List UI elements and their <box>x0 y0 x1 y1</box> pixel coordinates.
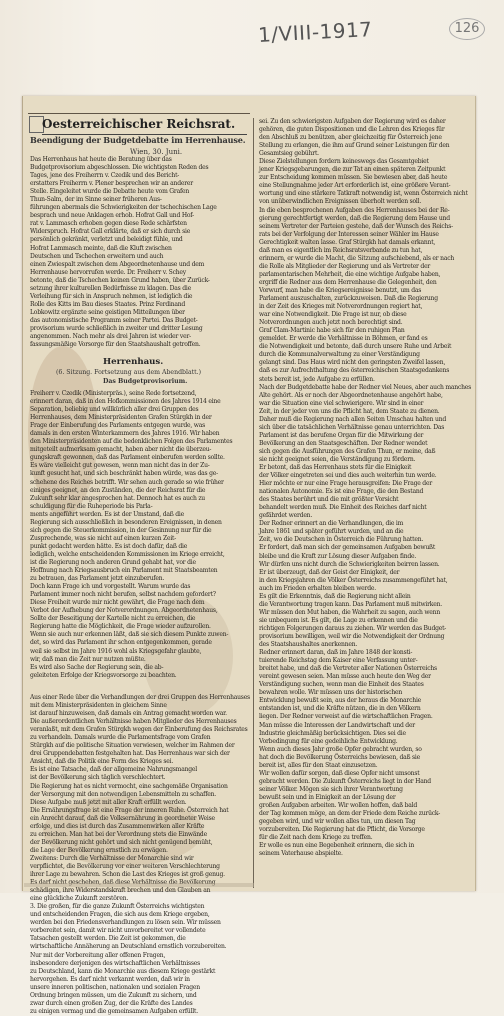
text-line: Nur mit der Vorbereitung aller offenen Fragen, <box>30 951 166 959</box>
text-line: Verbot der Aufhebung der Notverordnungen. Abgeordnetenhaus, <box>30 607 218 615</box>
text-line: geleiteten Erfolge der Kriegsvorsorge zu beachten. <box>30 671 177 679</box>
text-line: in der Zeit des Krieges mit Notverordnungen regiert hat, <box>259 303 423 311</box>
text-line: setzung ihrer kulturellen Bedürfnisse zu klagen. Das die <box>30 284 191 292</box>
text-line: Tages, jene des Freiherrn v. Czedik und des Bericht- <box>30 172 180 180</box>
text-line: seinem Vaterhause abspielte. <box>259 850 343 858</box>
text-line: Regierung hatte die Möglichkeit, die Frage wieder aufzurollen. <box>30 623 211 631</box>
text-line: jener Kriegsgebarungen, die zur Tat an einen späteren Zeitpunkt <box>259 166 446 174</box>
text-line: Hofrat Lammasch meinte, daß die Kluft zwischen <box>30 244 172 252</box>
text-line: zu Deutschland, kann die Monarchie aus diesem Kriege gestärkt <box>30 967 216 975</box>
column-divider <box>253 118 254 888</box>
text-line: ments angeführt werden. Es ist der Umstand, daß die <box>30 510 184 518</box>
text-line: Der Redner erinnert an die Verhandlungen, die im <box>259 520 404 528</box>
text-line: den Abschluß zu benützen, aber gleichzeitig für Österreich jene <box>259 134 442 142</box>
text-line: Zukunft sehr klar angesprochen hat. Dennoch hat es auch zu <box>30 494 205 502</box>
text-line: die Lage der Bevölkerung ernstlich zu erwägen. <box>30 846 168 854</box>
text-line: hervorgehen. Es darf nicht verkannt werden, daß wir in <box>30 975 190 983</box>
text-line: Parlament immer noch nicht berufen, selbst nachdem gefordert? <box>30 591 216 599</box>
text-line: Lobkowitz ergänzte seine geistigen Mitteilungen über <box>30 308 185 316</box>
text-line: zu einigen vermag und die gemeinsamen Aufgaben erfüllt. <box>30 1007 198 1015</box>
text-line: eine Stellungnahme jeder Art erforderlich ist, eine größere Verant- <box>259 182 451 190</box>
text-line: Daher muß die Regierung nach allen Seiten Umschau halten und <box>259 415 447 423</box>
text-line: drei Gruppendebatten festgehalten hat. Das Herrenhaus war sich der <box>30 750 230 758</box>
text-line: Verleihung für sich in Anspruch nehmen, ist lediglich die <box>30 292 193 300</box>
text-line: ist die Regierung noch anderen Grund gehabt hat, vor die <box>30 558 196 566</box>
text-line: Die Regierung hat es nicht vermocht, eine sachgemäße Organisation <box>30 782 228 790</box>
text-line: Deutschen und Tschechen erweitern und auch <box>30 252 164 260</box>
text-line: Herrenhauses, dem Ministerpräsidenten Grafen Stürgkh in der <box>30 414 212 422</box>
text-line: mit dem Ministerpräsidenten in gleichem Sinne <box>30 702 167 710</box>
text-line: Frage der Einberufung des Parlaments entgegen wurde, was <box>30 422 206 430</box>
text-line: Wir müssen den Mut haben, die Wahrheit zu sagen, auch wenn <box>259 608 441 616</box>
text-line: sich über die tatsächlichen Verhältnisse genau unterrichten. Das <box>259 423 445 431</box>
text-line: gierung gerechtfertigt werden, daß die Regierung dem Hause und <box>259 214 450 222</box>
text-line: nationalen Autonomie. Es ist eine Frage, die den Bestand <box>259 488 424 496</box>
page-number-circled: 126 <box>449 18 485 40</box>
text-line: fassungsmäßige Vorsorge für den Staatshaushalt getroffen. <box>30 341 201 349</box>
text-line: Es ist eine Tatsache, daß der allgemeine Nahrungsmangel <box>30 766 197 774</box>
text-line: Redner erinnert daran, daß im Jahre 1848 der konsti- <box>259 649 413 657</box>
text-line: Parlament auszuschalten, zurückzuweisen. Daß die Regierung <box>259 295 438 303</box>
left-main-block <box>30 390 249 680</box>
text-line: auch im Frieden erhalten bleiben werde. <box>259 584 376 592</box>
text-line: bewahren wolle. Wir müssen uns der historischen <box>259 689 403 697</box>
text-line: Diese Zielstellungen fordern keineswegs das Gesamtgebiet <box>259 158 429 166</box>
text-line: zu betrauen, das Parlament jetzt einzuberufen. <box>30 575 165 583</box>
text-line: Er ist überzeugt, daß der Geist der Einigkeit, der <box>259 568 400 576</box>
section-heading-herrenhaus: Herrenhaus. <box>103 357 164 367</box>
text-line: Nach der Budgetdebatte habe der Redner viel Neues, aber auch manches <box>259 383 472 391</box>
text-line: stets bereit ist, jede Aufgabe zu erfüllen. <box>259 375 375 383</box>
text-line: Zweitens: Durch die Verhältnisse der Monarchie sind wir <box>30 854 194 862</box>
text-line: wortung und eine stärkere Tatkraft notwendig ist, wenn Österreich nicht <box>259 190 468 198</box>
text-line: der Völker eingetreten sei und dies auch weiterhin tun werde. <box>259 472 437 480</box>
text-line: schuldigung für die Ruheperiode bis Parla- <box>30 502 153 510</box>
right-column-block <box>259 118 470 886</box>
text-line: Sollte der Beseitigung der Kartelle nicht zu erreichen, die <box>30 615 196 623</box>
text-line: Wir dürfen uns nicht durch die Schwierigkeiten beirren lassen. <box>259 560 440 568</box>
text-line: erinnern, er wurde die Macht, die Sitzung aufschiebend, als er nach <box>259 254 455 262</box>
text-line: sie nicht geeignet seien, die Verständigung zu fördern. <box>259 455 416 463</box>
text-line: kunft gesucht hat, und sich beschränkt haben würde, was das ge- <box>30 470 218 478</box>
text-line: erfolge, und dies ist durch das Zusammenwirken aller Kräfte <box>30 822 205 830</box>
text-line: veranlaßt, mit dem Grafen Stürgkh wegen der Einberufung des Reichsrates <box>30 726 248 734</box>
text-line: gebracht werden. Die Zukunft Österreichs liegt in der Hand <box>259 777 431 785</box>
text-line: Aus einer Rede über die Verhandlungen der drei Gruppen des Herrenhauses <box>30 694 250 701</box>
text-line: verpflichtet, die Bevölkerung vor einer weiteren Verschlechterung <box>30 862 220 870</box>
text-line: der Versorgung mit den notwendigen Lebensmitteln zu schaffen. <box>30 790 216 798</box>
text-line: und entscheidenden Fragen, die sich aus dem Kriege ergeben, <box>30 911 210 919</box>
text-line: der Tag kommen möge, an dem der Friede dem Reiche zurück- <box>259 810 441 818</box>
text-line: war die Situation eine viel schwierigere. Wir sind in einer <box>259 399 424 407</box>
text-line: gehören, die guten Dispositionen und die Lehren des Krieges für <box>259 126 445 134</box>
text-line: vorzubereiten. Die Regierung hat die Pflicht, die Vorsorge <box>259 826 425 834</box>
text-line: der Bevölkerung nicht gehört und sich nicht genügend bemüht, <box>30 838 213 846</box>
text-line: seiner Völker. Mögen sie sich ihrer Verantwortung <box>259 785 403 793</box>
left-intro-block <box>30 156 249 352</box>
text-line: sich gegen die Ausführungen des Grafen Thun, er meine, daß <box>259 447 436 455</box>
text-line: Doch kann Frage ich und vorgestellt. Warum wurde das <box>30 583 191 591</box>
text-line: Es wird also Sache der Regierung sein, die ab- <box>30 663 164 671</box>
text-line: sie unbequem ist. Es gilt, die Lage zu erkennen und die <box>259 616 418 624</box>
text-line: schädigen, ihre Widerstandskraft brechen und den Glauben an <box>30 887 211 895</box>
text-line: Stellung zu erlangen, die ihm auf Grund seiner Leistungen für den <box>259 142 450 150</box>
text-line: ist der Bevölkerung sich täglich verschlechtert. <box>30 774 166 782</box>
text-line: richtigen Folgerungen daraus zu ziehen. Wir werden das Budget- <box>259 624 447 632</box>
text-line: provisorium bewilligen, weil wir die Notwendigkeit der Ordnung <box>259 633 445 640</box>
text-line: bewußt sein und in Einigkeit an der Lösung der <box>259 793 396 801</box>
text-line: besprach und neue Anklagen erhob. Hofrat Gall und Hof- <box>30 212 194 220</box>
left-lower-block <box>30 694 250 1015</box>
text-line: schehene des Reiches betrifft. Wir sehen auch gerade so wie früher <box>30 478 224 486</box>
text-line: führungen abermals die Schwierigkeiten der tschechischen Lage <box>30 204 217 212</box>
text-line: rats bei der Verfolgung der Interessen seiner Wähler im Hause <box>259 230 439 238</box>
text-line: det, so wird das Parlament ihr schon entgegenkommen, gerade <box>30 639 212 647</box>
text-line: gemeldet. Er werde die Verhältnisse in Böhmen, er fand es <box>259 335 428 343</box>
article-dateline: Wien, 30. Juni. <box>130 148 183 156</box>
text-line: Das Herrenhaus hat heute die Beratung über das <box>30 156 172 163</box>
text-line: Vorwurf, man habe die Kriegsereignisse benutzt, um das <box>259 286 422 294</box>
text-line: liegen. Der Redner verweist auf die wirtschaftlichen Fragen. <box>259 713 433 721</box>
text-line: rat v. Lammasch erhoben gegen diese Rede schärfsten <box>30 220 187 228</box>
text-line: Wir wollen dafür sorgen, daß diese Opfer nicht umsonst <box>259 769 420 777</box>
text-line: Gesamtsieg gebührt. <box>259 150 319 158</box>
text-line: breitet habe, und daß die Vertreter aller Nationen Österreichs <box>259 665 437 673</box>
text-line: Alte gehört. Als er noch der Abgeordnetenhause angehört habe, <box>259 391 443 399</box>
text-line: Freiherr v. Czedik (Ministerpräs.), seine Rede fortsetzend, <box>30 390 197 397</box>
text-line: punkt gedacht werden hätte. Es ist doch dafür, daß die <box>30 542 188 550</box>
text-line: Regierung sich ausschließlich in besonderen Ereignissen, in denen <box>30 518 222 526</box>
handwritten-date: 1/VIII-1917 <box>257 17 374 47</box>
text-line: einiges geeignet, an den Zuständen, die der Reichsrat für die <box>30 486 206 494</box>
text-line: Rolle des Kitts im Bau dieses Staates. Prinz Ferdinand <box>30 300 186 308</box>
text-line: Diese Freiheit wurde mir nicht gewährt, die Frage nach dem <box>30 599 205 607</box>
text-line: großen Aufgaben arbeiten. Wir wollen hoffen, daß bald <box>259 801 418 809</box>
text-line: Vorbedingung für eine gedeihliche Entwicklung. <box>259 737 398 745</box>
text-line: Jahre 1861 und später geführt wurden, und an die <box>259 528 404 536</box>
text-line: sei. Zu den schwierigsten Aufgaben der Regierung wird es daher <box>259 118 446 125</box>
text-line: Gerechtigkeit walten lasse. Graf Stürgkh hat damals erkannt, <box>259 238 436 246</box>
text-line: hat doch die Bevölkerung Österreichs bewiesen, daß sie <box>259 753 421 761</box>
text-line: tuierende Reichstag dem Kaiser eine Verfassung unter- <box>259 657 418 665</box>
text-line: Diese Aufgabe muß jetzt mit aller Kraft erfüllt werden. <box>30 798 187 806</box>
text-line: mitgeteilt aufmerksam gemacht, haben aber nicht die überzeu- <box>30 446 212 454</box>
text-line: Separation, beliebig und willkürlich aller drei Gruppen des <box>30 406 199 414</box>
text-line: Herrenhause hervorrufen werde. Dr. Freiherr v. Schey <box>30 268 186 276</box>
text-line: parlamentarischen Mehrheit, die eine wichtige Aufgabe haben, <box>259 270 441 278</box>
text-line: angenommen. Nach mehr als drei Jahren ist wieder ver- <box>30 333 191 341</box>
text-line: insbesondere derjenigen des wirtschaftlichen Verhältnisses <box>30 959 200 967</box>
text-line: ist darauf hinzuweisen, daß damals ein Antrag gemacht worden war. <box>30 710 227 718</box>
text-line: Thun-Salm, der im Sinne seiner früheren Aus- <box>30 196 162 204</box>
text-line: Budgetprovisorium abgeschlossen. Die wichtigsten Reden des <box>30 164 209 172</box>
text-line: Er fordert, daß man sich der gemeinsamen Aufgaben bewußt <box>259 544 436 552</box>
text-line: sich gegen die Steuerkommission, in der Gesinnung nur für die <box>30 526 212 534</box>
text-line: Stelle. Eingeleitet wurde die Debatte heute vom Grafen <box>30 188 190 196</box>
text-line: Ansicht, daß die Politik eine Form des Krieges sei. <box>30 758 174 766</box>
text-line: die Notwendigkeit und betonte, daß durch unsere Ruhe und Arbeit <box>259 343 452 351</box>
top-rule <box>28 113 250 114</box>
text-line: behandelt werden muß. Die Einheit des Reiches darf nicht <box>259 504 427 512</box>
text-line: Man müsse die Interessen der Landwirtschaft und der <box>259 721 415 729</box>
text-line: den Ministerpräsidenten auf die bedenklichen Folgen des Parlamentes <box>30 438 233 446</box>
text-line: einen Zwiespalt zwischen dem Abgeordnetenhause und dem <box>30 260 205 268</box>
text-line: gefährdet werden. <box>259 512 313 520</box>
article-subheadline: Beendigung der Budgetdebatte im Herrenhause. <box>30 135 246 145</box>
text-line: Hier möchte er nur eine Frage herausgreifen: Die Frage der <box>259 480 432 488</box>
text-line: Wenn sie auch nur erkennen läßt, daß sie sich diesem Punkte zuwen- <box>30 631 229 639</box>
text-line: Tatsachen gestellt werden. Die Zeit ist gekommen, die <box>30 935 186 943</box>
text-line: 3. Die großen, für die ganze Zukunft Österreichs wichtigsten <box>30 903 205 911</box>
article-headline: Oesterreichischer Reichsrat. <box>42 117 247 135</box>
text-line: erinnert daran, daß in den Hofkommissionen des Jahres 1914 eine <box>30 398 221 406</box>
text-line: lediglich, welche entscheidenden Kommissionen im Kriege erreicht, <box>30 550 225 558</box>
text-line: zu verhandeln. Damals wurde die Parlamentsfrage vom Grafen <box>30 734 211 742</box>
text-line: durch die Kommunalverwaltung zu einer Verständigung <box>259 351 420 359</box>
text-line: vereint gewesen seien. Man müsse auch heute den Weg der <box>259 673 431 681</box>
text-line: weil sie selbst im Jahre 1916 wohl als Kriegsgefahr glaubte, <box>30 647 202 655</box>
text-line: In die eben besprochenen Aufgaben des Herrenhauses bei der Re- <box>259 206 450 214</box>
text-line: wirtschaftliche Annäherung an Deutschland ernstlich vorzubereiten. <box>30 943 227 951</box>
text-line: war eine Notwendigkeit. Die Frage ist nur, ob diese <box>259 311 407 319</box>
text-line: werden bei den Friedensverhandlungen zu lösen sein. Wir müssen <box>30 919 221 927</box>
text-line: provisorium wurde schließlich in zweiter und dritter Lesung <box>30 324 203 332</box>
text-line: daß es zur Aufrechthaltung des österreichischen Staatsgedankens <box>259 367 450 375</box>
text-line: bleibe und die Kraft zur Lösung dieser Aufgaben finde. <box>259 552 417 560</box>
text-line: des Staatshaushaltes anerkennen. <box>259 641 358 649</box>
text-line: Er betont, daß das Herrenhaus stets für die Einigkeit <box>259 464 412 472</box>
text-line: Verständigung suchen, wenn man die Einheit des Staates <box>259 681 424 689</box>
text-line: Es wäre vielleicht gut gewesen, wenn man nicht das in der Zu- <box>30 462 210 470</box>
text-line: seinem Vertreter der Parteien gestehe, daß der Wunsch des Reichs- <box>259 222 453 230</box>
text-line: Graf Clam-Martinic habe sich für den ruhigen Plan <box>259 327 405 335</box>
text-line: gungskraft gewonnen, daß das Parlament einberufen werden sollte. <box>30 454 225 462</box>
text-line: gegeben wird, und wir wollen alles tun, um diesen Tag <box>259 818 416 826</box>
text-line: Es gilt die Erkenntnis, daß die Regierung nicht allein <box>259 592 411 600</box>
text-line: zwar durch einen großen Zug, der die Kräfte des Landes <box>30 999 193 1007</box>
text-line: persönlich gekränkt, verletzt und beleidigt fühle, und <box>30 236 183 244</box>
text-line: die Verantwortung tragen kann. Das Parlament muß mitwirken. <box>259 600 442 608</box>
text-line: ein Anrecht darauf, daß die Volksernährung in geordneter Weise <box>30 814 215 822</box>
text-line: Entwicklung bewußt sein, aus der heraus die Monarchie <box>259 697 422 705</box>
text-line: Notverordnungen auch jetzt noch berechtigt sind. <box>259 319 403 327</box>
text-line: Er wolle es nun eine Begebenheit erinnern, die sich in <box>259 842 414 850</box>
text-line: zu erreichen. Man hat bei der Verordnung stets die Einwände <box>30 830 207 838</box>
text-line: bereit ist, alles für den Staat einzusetzen. <box>259 761 378 769</box>
text-line: Zeit, wo die Deutschen in Österreich die Führung hatten. <box>259 536 424 544</box>
text-line: für die Zeit nach dem Kriege zu treffen. <box>259 834 373 842</box>
text-line: Bevölkerung an den Staatsgeschäften. Der Redner wendet <box>259 439 428 447</box>
text-line: Parlament ist das berufene Organ für die Mitwirkung der <box>259 431 424 439</box>
text-line: von unüberwindlichen Ereignissen überholt werden soll. <box>259 198 422 206</box>
text-line: betonte, daß die Tschechen keinen Grund haben, über Zurück- <box>30 276 210 284</box>
text-line: Stürgkh auf die politische Situation verwiesen, welcher im Rahmen der <box>30 742 235 750</box>
text-line: unsere inneren politischen, nationalen und sozialen Fragen <box>30 983 200 991</box>
text-line: damals in den ersten Winterkammern des Jahres 1916. Wir haben <box>30 430 220 438</box>
bottom-fold <box>24 883 254 887</box>
text-line: Wenn auch dieses Jahr große Opfer gebracht wurden, so <box>259 745 422 753</box>
text-line: Widerspruch. Hofrat Gall erklärte, daß er sich durch sie <box>30 228 191 236</box>
text-line: Die außerordentlichen Verhältnisse haben Mitglieder des Herrenhauses <box>30 718 237 726</box>
text-line: Ordnung bringen müssen, um die Zukunft zu sichern, und <box>30 991 197 999</box>
section-subheading-2: Das Budgetprovisorium. <box>103 378 188 385</box>
text-line: des Staates berührt und die mit größter Vorsicht <box>259 496 399 504</box>
text-line: ihrer Lage zu bewahren. Schon die Last des Krieges ist groß genug. <box>30 871 225 879</box>
text-line: daß man es eigentlich im Reichsratsverbande zu tun hat, <box>259 246 423 254</box>
text-line: gelangt sind. Das Haus wird nicht den geringsten Zweifel lassen, <box>259 359 446 367</box>
text-line: wir, daß man die Zeit nur nutzen müßte. <box>30 655 146 663</box>
text-line: die Rolle als Mitglieder der Regierung und als Vertreter der <box>259 262 431 270</box>
text-line: vorbereitet sein, damit wir nicht unvorbereitet vor vollendete <box>30 927 206 935</box>
section-subheading: (6. Sitzung. Fortsetzung aus dem Abendblatt.) <box>56 369 202 376</box>
text-line: entstanden ist, und die Kräfte nützen, die in den Völkern <box>259 705 421 713</box>
text-line: Hoffnung nach Kriegsausbruch ein Parlament mit Staatsbeamten <box>30 567 218 575</box>
text-line: zur Entscheidung kommen müssen. Sie bewiesen aber, daß heute <box>259 174 448 182</box>
text-line: das autonomistische Programm seiner Partei. Das Budget- <box>30 316 198 324</box>
text-line: Zeit, in der jeder von uns die Pflicht hat, dem Staate zu dienen. <box>259 407 440 415</box>
text-line: erstatters Freiherrn v. Plener besprechen wir an anderer <box>30 180 193 188</box>
text-line: in den Kriegsjahren die Völker Österreichs zusammengeführt hat, <box>259 576 448 584</box>
text-line: Industrie gleichmäßig berücksichtigen. Dies sei die <box>259 729 406 737</box>
text-line: eine glückliche Zukunft zerstören. <box>30 895 129 903</box>
text-line: ergriff die Redner aus dem Herrenhause die Gelegenheit, den <box>259 278 437 286</box>
text-line: Zusprechende, was sie nicht auf einen kurzen Zeit- <box>30 534 177 542</box>
text-line: Die Ernährungsfrage ist eine Frage der inneren Ruhe. Österreich hat <box>30 806 229 814</box>
